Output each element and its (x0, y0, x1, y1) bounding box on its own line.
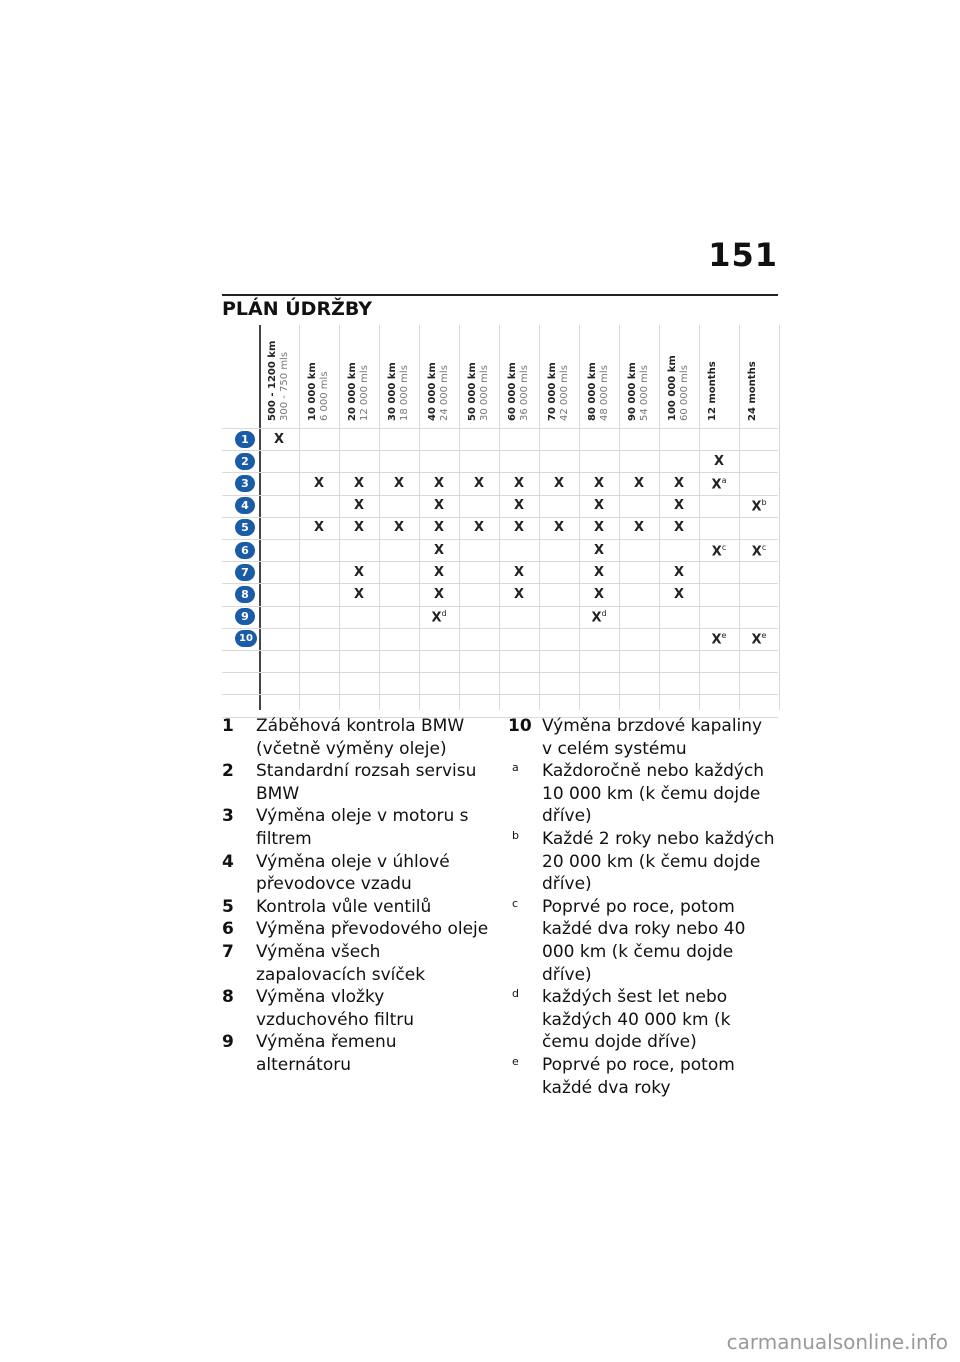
column-header-mls: 12 000 mls (359, 365, 370, 421)
column-header-mls: 60 000 mls (679, 365, 690, 421)
table-row-divider (222, 539, 778, 540)
table-row-divider (222, 583, 778, 584)
column-header-mls: 42 000 mls (559, 365, 570, 421)
legend-footnote-letter: d (512, 987, 519, 1001)
column-header-km: 40 000 km (427, 362, 438, 421)
header-rule (222, 294, 778, 296)
schedule-mark: X (513, 498, 525, 514)
column-header-mls: 300 - 750 mls (279, 351, 290, 421)
table-row-divider (222, 495, 778, 496)
column-header-km: 80 000 km (587, 362, 598, 421)
row-number-badge: 7 (235, 564, 255, 581)
column-header-mls: 36 000 mls (519, 365, 530, 421)
legend-text: Výměna oleje v úhlové převodovce vzadu (256, 851, 450, 895)
legend-item (222, 715, 490, 760)
schedule-mark: X (673, 564, 685, 580)
row-number-badge: 5 (235, 519, 255, 536)
table-row-divider (222, 517, 778, 518)
maintenance-table (222, 325, 778, 710)
legend-number: 3 (222, 806, 234, 827)
legend-text: Standardní rozsah servisu BMW (256, 761, 477, 804)
schedule-mark: Xe (711, 631, 727, 648)
legend-text: Výměna brzdové kapaliny v celém systému (542, 716, 763, 759)
legend-text: Výměna převodového oleje (256, 919, 489, 940)
row-number-badge: 10 (235, 630, 257, 647)
row-number-badge: 1 (235, 431, 255, 448)
schedule-mark: X (673, 586, 685, 602)
legend-number: 1 (222, 716, 234, 736)
schedule-mark: $X^a$ (711, 475, 727, 493)
schedule-mark: X (593, 498, 605, 514)
row-number-badge: 9 (235, 608, 255, 625)
legend-number: 10 (508, 716, 532, 736)
column-header (347, 325, 381, 425)
schedule-mark: Xe (751, 631, 767, 648)
legend-item (222, 941, 490, 986)
schedule-mark: X (433, 586, 445, 602)
schedule-mark: X (393, 520, 405, 536)
schedule-mark: X (513, 586, 525, 602)
column-header-km: 30 000 km (387, 362, 398, 421)
column-header-km: 10 000 km (307, 362, 318, 421)
column-header (547, 325, 581, 425)
table-row-divider (222, 472, 778, 473)
column-header (267, 325, 301, 425)
legend-item (222, 918, 490, 941)
table-row-divider (222, 606, 778, 607)
table-row-divider (222, 561, 778, 562)
legend-text: Poprvé po roce, potom každé dva roky (542, 1054, 735, 1098)
row-number-badge: 4 (235, 497, 255, 514)
column-header-mls: 54 000 mls (639, 365, 650, 421)
schedule-mark: X (593, 475, 605, 491)
schedule-mark: X (513, 564, 525, 580)
column-header (387, 325, 421, 425)
column-header (427, 325, 461, 425)
schedule-mark: X (713, 453, 725, 469)
column-header-km: 12 months (707, 361, 718, 421)
legend-text: každých šest let nebo každých 40 000 km (k čemu dojde dříve) (542, 987, 731, 1053)
column-header (627, 325, 661, 425)
column-header-km: 60 000 km (507, 362, 518, 421)
column-header (587, 325, 621, 425)
legend-item (508, 986, 776, 1054)
column-header-mls: 6 000 mls (319, 371, 330, 421)
legend-item (508, 896, 776, 986)
legend-number: 2 (222, 761, 234, 782)
row-number-badge: 8 (235, 586, 255, 603)
legend-text: Záběhová kontrola BMW (včetně výměny oleje) (256, 716, 465, 759)
schedule-mark: X (353, 586, 365, 602)
legend-text: Výměna oleje v motoru s filtrem (256, 806, 469, 849)
schedule-mark: $X^d$ (431, 609, 447, 626)
table-row-divider (222, 694, 778, 695)
schedule-mark: $X^d$ (591, 609, 607, 626)
schedule-mark: X (633, 520, 645, 536)
row-number-badge: 3 (235, 475, 255, 492)
legend-number: 8 (222, 987, 234, 1008)
legend-number: 6 (222, 919, 234, 940)
legend-item (508, 1054, 776, 1099)
schedule-mark: $X^b$ (751, 498, 767, 515)
legend-footnote-letter: e (512, 1054, 519, 1068)
schedule-mark: X (513, 475, 525, 491)
schedule-mark: X (273, 431, 285, 447)
section-title: PLÁN ÚDRŽBY (222, 298, 373, 320)
schedule-mark: X (353, 475, 365, 491)
schedule-mark: X (473, 475, 485, 491)
schedule-mark: X (593, 542, 605, 558)
legend-footnote-letter: c (512, 896, 519, 910)
legend-text: Poprvé po roce, potom každé dva roky nebo 40 000 km (k čemu dojde dříve) (542, 896, 746, 985)
column-header-km: 20 000 km (347, 362, 358, 421)
watermark: carmanualsonline.info (726, 1330, 948, 1354)
schedule-mark: X (353, 564, 365, 580)
table-row-divider (222, 672, 778, 673)
legend-number: 5 (222, 896, 234, 917)
legend-number: 7 (222, 941, 234, 962)
column-header-km: 50 000 km (467, 362, 478, 421)
legend-item (508, 715, 776, 760)
legend-item (508, 828, 776, 896)
row-number-badge: 6 (235, 542, 255, 559)
legend-text: Každoročně nebo každých 10 000 km (k čemu dojde dříve) (542, 761, 765, 827)
column-header-mls: 30 000 mls (479, 365, 490, 421)
schedule-mark: X (673, 498, 685, 514)
table-row-divider (222, 628, 778, 629)
legend-text: Kontrola vůle ventilů (256, 896, 432, 917)
row-number-badge: 2 (235, 453, 255, 470)
schedule-mark: X (633, 475, 645, 491)
schedule-mark: X (593, 520, 605, 536)
schedule-mark: X (593, 586, 605, 602)
schedule-mark: X (433, 498, 445, 514)
legend-text: Výměna řemenu alternátoru (256, 1032, 397, 1075)
schedule-mark: X (433, 564, 445, 580)
schedule-mark: X (513, 520, 525, 536)
schedule-mark: X (353, 498, 365, 514)
column-header (307, 325, 341, 425)
column-header-mls: 24 000 mls (439, 365, 450, 421)
schedule-mark: X (353, 520, 365, 536)
schedule-mark: X (433, 520, 445, 536)
column-header-km: 90 000 km (627, 362, 638, 421)
schedule-mark: X (433, 542, 445, 558)
legend-number: 4 (222, 851, 234, 872)
page-number: 151 (708, 236, 778, 274)
table-row-divider (222, 428, 778, 429)
schedule-mark: $X^c$ (751, 542, 767, 559)
schedule-mark: X (673, 475, 685, 491)
schedule-mark: X (593, 564, 605, 580)
legend-text: Výměna všech zapalovacích svíček (256, 941, 426, 985)
schedule-mark: X (313, 520, 325, 536)
schedule-mark: X (433, 475, 445, 491)
table-row-divider (222, 450, 778, 451)
legend-footnote-letter: a (512, 761, 519, 775)
schedule-mark: X (393, 475, 405, 491)
column-header-km: 24 months (747, 361, 758, 421)
column-header-km: 100 000 km (667, 355, 678, 421)
legend-item (222, 851, 490, 896)
schedule-mark: X (553, 475, 565, 491)
column-header (507, 325, 541, 425)
legend-item (222, 896, 490, 919)
table-row-divider (222, 650, 778, 651)
column-header-mls: 18 000 mls (399, 365, 410, 421)
legend-number: 9 (222, 1032, 234, 1053)
legend-right (508, 715, 776, 1099)
schedule-mark: X (473, 520, 485, 536)
column-header (467, 325, 501, 425)
schedule-mark: X (313, 475, 325, 491)
schedule-mark: X (673, 520, 685, 536)
column-header (667, 325, 701, 425)
legend-item (508, 760, 776, 828)
legend-footnote-letter: b (512, 828, 519, 842)
legend-item (222, 1031, 490, 1076)
column-header-mls: 48 000 mls (599, 365, 610, 421)
schedule-mark: X (553, 520, 565, 536)
column-header-km: 70 000 km (547, 362, 558, 421)
legend-item (222, 986, 490, 1031)
schedule-mark: $X^c$ (711, 542, 727, 559)
legend-item (222, 805, 490, 850)
column-header-km: 500 - 1200 km (267, 340, 278, 421)
legend-left (222, 715, 490, 1077)
legend-text: Výměna vložky vzduchového filtru (256, 987, 415, 1030)
legend-text: Každé 2 roky nebo každých 20 000 km (k čemu dojde dříve) (542, 828, 775, 895)
legend-item (222, 760, 490, 805)
column-header (747, 325, 781, 425)
column-header (707, 325, 741, 425)
